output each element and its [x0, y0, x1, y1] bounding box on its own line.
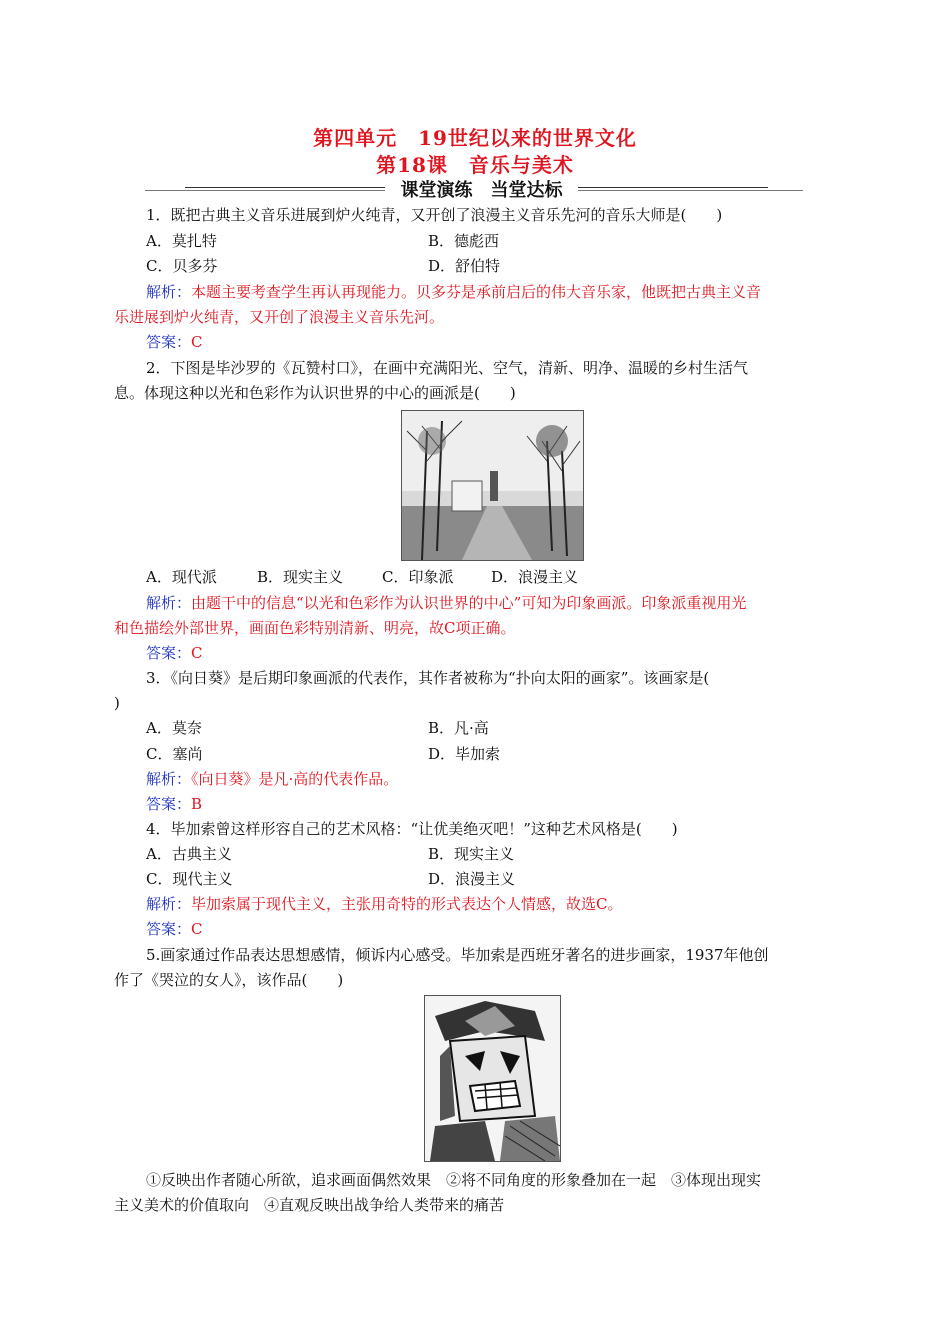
- weeping-woman-painting-image: [424, 995, 561, 1162]
- q4-analysis: [146, 892, 623, 917]
- q2-analysis-text: 由题干中的信息“以光和色彩作为认识世界的中心”可知为印象画派。印象派重视用光: [191, 594, 747, 612]
- q1-option-c: C．贝多芬: [146, 257, 218, 275]
- q4-answer-value: C: [191, 920, 203, 938]
- q1-analysis-cont: 乐进展到炉火纯青，又开创了浪漫主义音乐先河。: [114, 308, 445, 326]
- q2-analysis: [146, 591, 746, 616]
- q1-answer: [146, 330, 203, 355]
- section-banner-text: 课堂演练 当堂达标: [400, 180, 563, 201]
- village-painting-graphic: [402, 411, 583, 560]
- q3-option-b: B．凡·高: [428, 719, 489, 737]
- q4-option-c: C．现代主义: [146, 870, 233, 888]
- q2-option-d: D．浪漫主义: [491, 568, 579, 586]
- q3-analysis: [146, 767, 398, 792]
- q4-answer-label: 答案：: [146, 920, 192, 938]
- q2-stem: 2．下图是毕沙罗的《瓦赞村口》，在画中充满阳光、空气，清新、明净、温暖的乡村生活气: [146, 359, 749, 377]
- q4-option-d: D．浪漫主义: [428, 870, 516, 888]
- banner-rule-left: [185, 187, 385, 188]
- q3-answer-label: 答案：: [146, 795, 192, 813]
- q4-option-b: B．现实主义: [428, 845, 515, 863]
- q3-option-a: A．莫奈: [146, 719, 202, 737]
- q3-option-d: D．毕加索: [428, 745, 501, 763]
- q5-statements: ①反映出作者随心所欲，追求画面偶然效果 ②将不同角度的形象叠加在一起 ③体现出现实: [146, 1171, 762, 1189]
- banner-rule-right-lower: [578, 190, 803, 191]
- q1-option-b: B．德彪西: [428, 232, 500, 250]
- banner-rule-right: [578, 187, 768, 188]
- q3-stem-cont: ): [114, 694, 120, 712]
- q3-analysis-label: 解析：: [146, 770, 192, 788]
- q3-option-c: C．塞尚: [146, 745, 203, 763]
- q4-answer: [146, 917, 203, 942]
- q2-option-c: C．印象派: [382, 568, 454, 586]
- lesson-title: 第18课 音乐与美术: [376, 153, 574, 177]
- q2-analysis-cont: 和色描绘外部世界，画面色彩特别清新、明亮，故C项正确。: [114, 619, 516, 637]
- q4-analysis-text: 毕加索属于现代主义，主张用奇特的形式表达个人情感，故选C。: [191, 895, 623, 913]
- q5-stem: 5.画家通过作品表达思想感情，倾诉内心感受。毕加索是西班牙著名的进步画家，1937年他创: [146, 946, 769, 964]
- q1-option-a: A．莫扎特: [146, 232, 217, 250]
- unit-title: 第四单元 19世纪以来的世界文化: [313, 126, 637, 150]
- q1-analysis-text: 本题主要考查学生再认再现能力。贝多芬是承前启后的伟大音乐家，他既把古典主义音: [191, 283, 762, 301]
- q4-option-a: A．古典主义: [146, 845, 232, 863]
- q2-option-a: A．现代派: [146, 568, 217, 586]
- village-painting-image: [401, 410, 584, 561]
- q3-stem: 3．《向日葵》是后期印象画派的代表作，其作者被称为“扑向太阳的画家”。该画家是(: [146, 669, 710, 687]
- q2-option-b: B．现实主义: [257, 568, 344, 586]
- q2-answer: [146, 641, 203, 666]
- q1-answer-value: C: [191, 333, 203, 351]
- q2-answer-label: 答案：: [146, 644, 192, 662]
- q5-stem-cont: 作了《哭泣的女人》，该作品( ): [114, 971, 344, 989]
- q1-analysis: [146, 280, 761, 305]
- q1-answer-label: 答案：: [146, 333, 192, 351]
- q3-analysis-text: 《向日葵》是凡·高的代表作品。: [191, 770, 399, 788]
- q1-analysis-label: 解析：: [146, 283, 192, 301]
- q1-stem: 1．既把古典主义音乐进展到炉火纯青，又开创了浪漫主义音乐先河的音乐大师是( ): [146, 206, 723, 224]
- weeping-woman-painting-graphic: [425, 996, 560, 1161]
- q2-analysis-label: 解析：: [146, 594, 192, 612]
- q4-analysis-label: 解析：: [146, 895, 192, 913]
- section-banner: [0, 176, 950, 200]
- q5-statements-cont: 主义美术的价值取向 ④直观反映出战争给人类带来的痛苦: [114, 1196, 505, 1214]
- q2-stem-cont: 息。体现这种以光和色彩作为认识世界的中心的画派是( ): [114, 384, 516, 402]
- q1-option-d: D．舒伯特: [428, 257, 501, 275]
- q3-answer-value: B: [191, 795, 203, 813]
- q3-answer: [146, 792, 202, 817]
- q2-answer-value: C: [191, 644, 203, 662]
- q4-stem: 4．毕加索曾这样形容自己的艺术风格：“让优美绝灭吧！”这种艺术风格是( ): [146, 820, 678, 838]
- banner-rule-left-lower: [145, 190, 385, 191]
